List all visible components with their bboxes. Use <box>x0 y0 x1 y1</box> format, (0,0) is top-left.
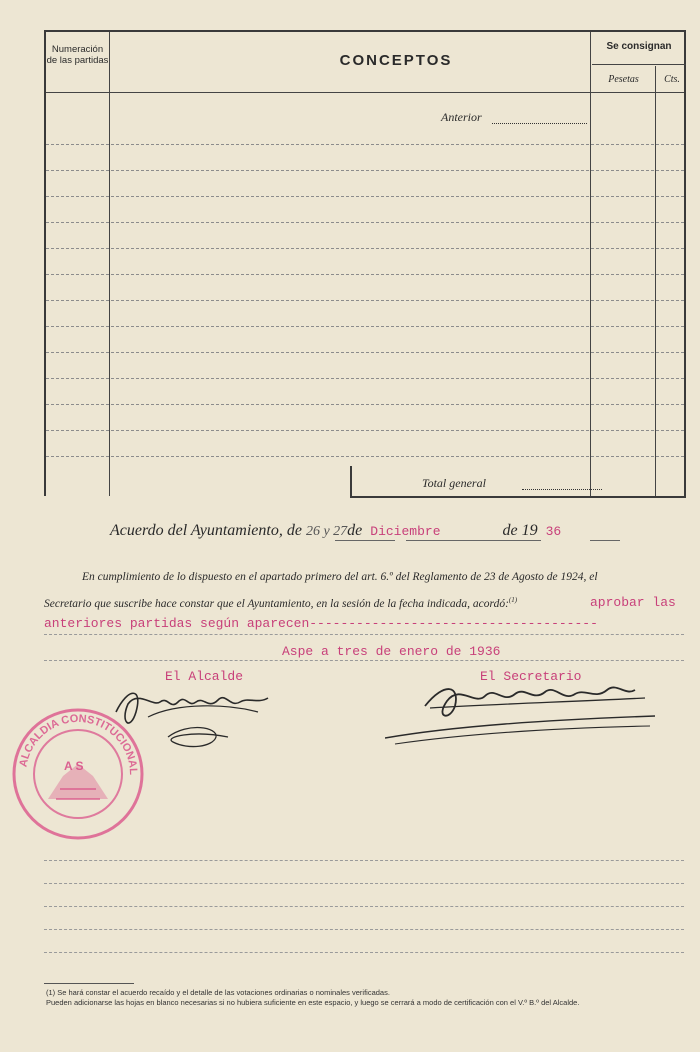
acuerdo-de1: de <box>347 522 363 539</box>
total-divider-cts <box>655 466 656 496</box>
header-rule <box>46 92 684 93</box>
ruled-line <box>44 634 684 635</box>
acuerdo-month: Diciembre <box>370 524 441 539</box>
total-divider-pesetas <box>590 466 591 496</box>
month-underline <box>406 540 541 541</box>
column-divider-numeracion <box>109 32 110 496</box>
ledger-row-line <box>46 430 684 431</box>
ruled-line <box>44 860 684 861</box>
year-underline <box>590 540 620 541</box>
body-line-1: En cumplimiento de lo dispuesto en el apartado primero del art. 6.º del Reglamento de 23 de Agosto de 1924, el <box>82 571 598 583</box>
ledger-row-line <box>46 144 684 145</box>
footnote-rule <box>44 983 134 984</box>
ruled-line <box>44 883 684 884</box>
column-divider-conceptos <box>590 32 591 496</box>
column-divider-pesetas <box>655 66 656 496</box>
ledger-row-line <box>46 352 684 353</box>
ledger-row-line <box>46 378 684 379</box>
total-box <box>350 466 686 498</box>
footnote-2: Pueden adicionarse las hojas en blanco necesarias si no hubiera suficiente en este espacio, y luego se cerrará a modo de certificación con el V.º B.º del Alcalde. <box>46 998 580 1007</box>
header-numeracion: Numeración de las partidas <box>46 44 109 66</box>
ledger-row-line <box>46 404 684 405</box>
svg-text:A S: A S <box>64 759 84 773</box>
header-cts: Cts. <box>664 74 680 85</box>
ledger-row-line <box>46 196 684 197</box>
ledger-row-line <box>46 222 684 223</box>
body-line-2 <box>44 596 517 610</box>
header-se-consignan: Se consignan <box>606 41 672 52</box>
ruled-line <box>44 906 684 907</box>
footnote-1: (1) Se hará constar el acuerdo recaído y el detalle de las votaciones ordinarias o nominales verificadas. <box>46 988 390 997</box>
place-date: Aspe a tres de enero de 1936 <box>282 644 501 659</box>
typed-resolution-2: anteriores partidas según aparecen------------------------------------- <box>44 616 598 631</box>
ledger-row-line <box>46 456 684 457</box>
ledger-row-line <box>46 326 684 327</box>
ruled-line <box>44 660 684 661</box>
acuerdo-day: 26 y 27 <box>305 524 348 539</box>
secretario-signature <box>385 676 665 756</box>
header-subdivider <box>592 64 686 65</box>
anterior-label: Anterior <box>441 110 482 124</box>
ledger-row-line <box>46 300 684 301</box>
typed-resolution-1: aprobar las <box>590 595 676 610</box>
header-pesetas: Pesetas <box>608 74 639 85</box>
svg-text:ALCALDIA CONSTITUCIONAL: ALCALDIA CONSTITUCIONAL <box>17 712 140 776</box>
secretario-label: El Secretario <box>480 669 582 684</box>
ledger-row-line <box>46 274 684 275</box>
acuerdo-de2: de 19 <box>502 522 538 539</box>
ledger-row-line <box>46 248 684 249</box>
ruled-line <box>44 952 684 953</box>
alcalde-label: El Alcalde <box>165 669 244 684</box>
ledger-table <box>44 30 686 496</box>
header-conceptos: CONCEPTOS <box>339 52 453 69</box>
body-line-2-text: Secretario que suscribe hace constar que el Ayuntamiento, en la sesión de la fecha indicada, acordó: <box>44 597 509 610</box>
anterior-dots <box>492 123 587 124</box>
acuerdo-year: 36 <box>545 524 562 539</box>
footnote-ref: (1) <box>508 596 518 604</box>
acuerdo-prefix: Acuerdo del Ayuntamiento, de <box>110 522 302 539</box>
acuerdo-heading <box>110 522 561 540</box>
ledger-row-line <box>46 170 684 171</box>
ruled-line <box>44 929 684 930</box>
municipal-seal <box>8 704 148 844</box>
day-underline <box>335 540 395 541</box>
total-general-label: Total general <box>422 476 486 490</box>
